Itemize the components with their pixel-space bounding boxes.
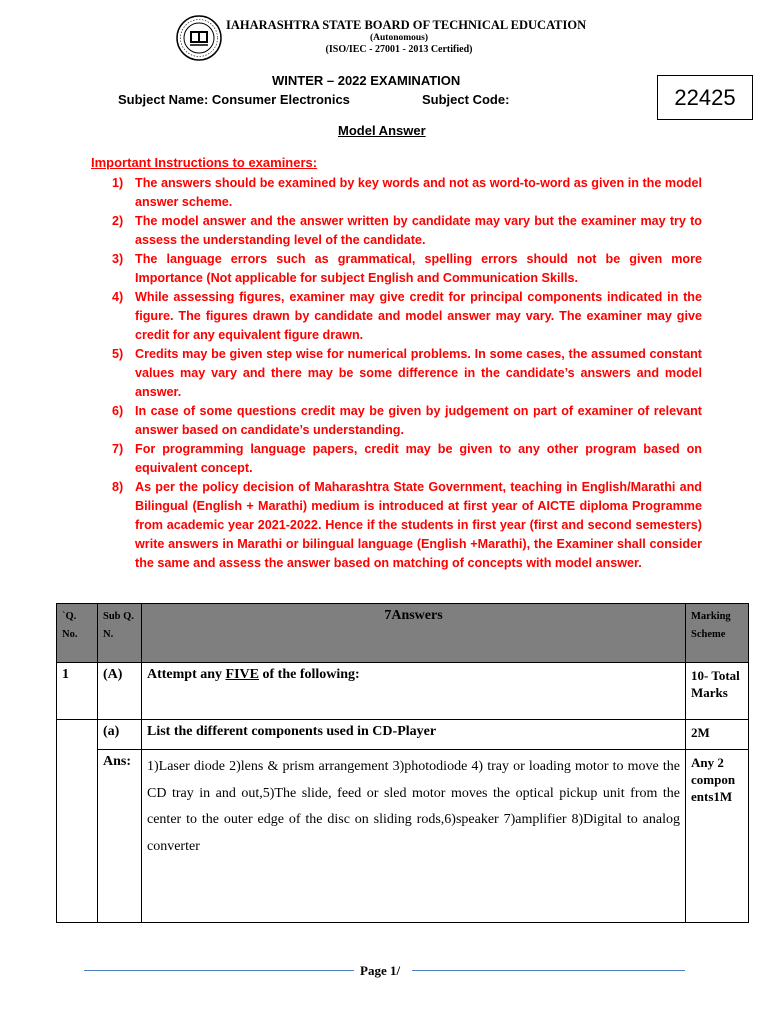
footer-divider-right bbox=[412, 970, 685, 971]
question-text: List the different components used in CD-Player bbox=[142, 720, 686, 750]
empty-cell bbox=[57, 750, 98, 923]
header-sub-q: Sub Q. N. bbox=[98, 604, 142, 663]
instructions-list bbox=[112, 174, 702, 573]
subject-code-label: Subject Code: bbox=[422, 92, 510, 107]
instructions-heading: Important Instructions to examiners: bbox=[91, 155, 318, 170]
table-row bbox=[57, 663, 749, 720]
sub-question: (A) bbox=[98, 663, 142, 720]
instruction-item: 2) The model answer and the answer written by candidate may vary but the examiner may try to assess the understanding level of the candidate. bbox=[112, 214, 702, 247]
header-q-no: `Q. No. bbox=[57, 604, 98, 663]
instruction-item: 6) In case of some questions credit may be given by judgement on part of examiner of relevant answer based on candidate’s understanding. bbox=[112, 404, 702, 437]
instruction-item: 8) As per the policy decision of Maharashtra State Government, teaching in English/Marathi and Bilingual (English + Marathi) medium is introduced at first year of AICTE diploma Programme from academic year 2021-2022. Hence if the students in first year (first and second semesters) write answers in Marathi or bilingual language (English +Marathi), the Examiner shall consider the same and assess the answer based on matching of concepts with model answer. bbox=[112, 480, 702, 570]
answer-text: 1)Laser diode 2)lens & prism arrangement 3)photodiode 4) tray or loading motor to move the CD tray in and out,5)The slide, feed or sled motor moves the optical pickup unit from the center to the outer edge of the disc on sliding rods,6)speaker 7)amplifier 8)Digital to analog converter bbox=[142, 750, 686, 923]
autonomous-label: (Autonomous) bbox=[369, 33, 429, 43]
sub-question: (a) bbox=[98, 720, 142, 750]
board-name: IAHARASHTRA STATE BOARD OF TECHNICAL EDUCATION bbox=[226, 18, 587, 32]
instruction-item: 7) For programming language papers, credit may be given to any other program based on equivalent concept. bbox=[112, 442, 702, 475]
instruction-item: 1) The answers should be examined by key words and not as word-to-word as given in the model answer scheme. bbox=[112, 176, 702, 209]
question-number: 1 bbox=[57, 663, 98, 720]
header-answers: 7Answers bbox=[142, 604, 686, 663]
iso-certification: (ISO/IEC - 27001 - 2013 Certified) bbox=[325, 44, 473, 55]
table-row bbox=[57, 720, 749, 750]
instruction-item: 3) The language errors such as grammatical, spelling errors should not be given more Importance (Not applicable for subject English and Communication Skills. bbox=[112, 252, 702, 285]
table-row bbox=[57, 750, 749, 923]
model-answer-title: Model Answer bbox=[338, 123, 426, 138]
instruction-item: 4) While assessing figures, examiner may give credit for principal components indicated in the figure. The figures drawn by candidate and model answer may vary. The examiner may give credit for any equivalent figure drawn. bbox=[112, 290, 702, 342]
answers-table bbox=[56, 603, 749, 923]
table-header-row bbox=[57, 604, 749, 663]
answer-label: Ans: bbox=[98, 750, 142, 923]
footer-divider-left bbox=[84, 970, 354, 971]
marks: Any 2 compon ents1M bbox=[686, 750, 749, 923]
empty-cell bbox=[57, 720, 98, 750]
marks: 2M bbox=[686, 720, 749, 750]
question-text: Attempt any FIVE of the following: bbox=[142, 663, 686, 720]
page-number: Page 1/ bbox=[360, 963, 401, 978]
marks: 10- Total Marks bbox=[686, 663, 749, 720]
instruction-item: 5) Credits may be given step wise for numerical problems. In some cases, the assumed constant values may vary and there may be some difference in the candidate’s answers and model answer. bbox=[112, 347, 702, 399]
exam-title: WINTER – 2022 EXAMINATION bbox=[272, 73, 461, 88]
subject-name: Subject Name: Consumer Electronics bbox=[118, 92, 350, 107]
header-marking-scheme: Marking Scheme bbox=[686, 604, 749, 663]
subject-code-box: 22425 bbox=[657, 75, 753, 120]
